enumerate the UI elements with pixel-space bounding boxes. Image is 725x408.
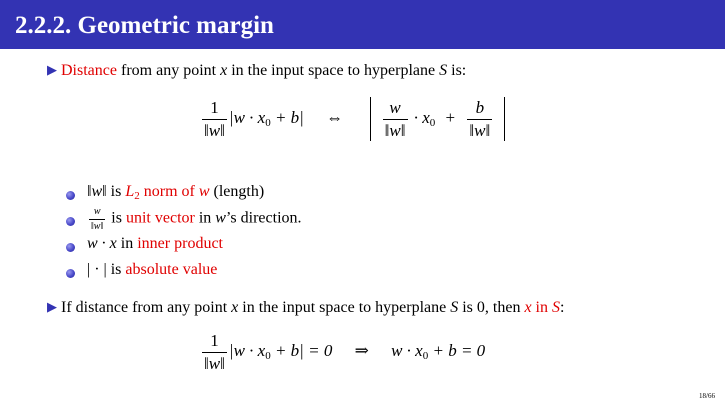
page-number: 18/66 bbox=[699, 392, 715, 400]
fraction-b-over-norm: $\frac{b}{‖w‖}$ bbox=[469, 97, 491, 140]
fraction-one-over-norm: $\frac{1}{‖w‖}$ bbox=[204, 331, 225, 373]
equation-distance: $\frac{1}{‖w‖}$ $|w \cdot x_0 + b|$ ⇔ $\frac{w}{‖w‖}$ · $x_0$ + $\frac{b}{‖w‖}$ bbox=[200, 97, 510, 141]
item-unit-vector: $\frac{w}{‖w‖}$ is unit vector in w’s direction. bbox=[91, 206, 302, 232]
circle-bullet-icon bbox=[66, 269, 75, 278]
fraction-w-over-norm: $\frac{w}{‖w‖}$ bbox=[384, 97, 406, 140]
triangle-bullet-icon: ▶ bbox=[47, 299, 57, 314]
item-norm: ‖w‖ is $L_2$ norm of w (length) bbox=[87, 183, 265, 202]
abs-bar-right bbox=[504, 97, 505, 141]
slide-title: 2.2.2. Geometric margin bbox=[15, 12, 274, 39]
bullet-zero-distance: ▶ If distance from any point x in the input space to hyperplane S is 0, then x in S: bbox=[47, 299, 565, 316]
item-inner-product: w · x in inner product bbox=[87, 235, 223, 252]
fraction-one-over-norm: $\frac{1}{‖w‖}$ bbox=[204, 97, 225, 140]
equation-zero-distance: $\frac{1}{‖w‖}$ $|w \cdot x_0 + b| = 0$ ⇒ $w \cdot x_0 + b = 0$ bbox=[204, 331, 486, 373]
triangle-bullet-icon: ▶ bbox=[47, 62, 57, 77]
bullet-distance: ▶ Distance from any point x in the input space to hyperplane S is: bbox=[47, 62, 467, 79]
circle-bullet-icon bbox=[66, 243, 75, 252]
circle-bullet-icon bbox=[66, 191, 75, 200]
abs-bar-left bbox=[370, 97, 371, 141]
item-absolute-value: | · | is absolute value bbox=[87, 261, 218, 278]
fraction-w-over-norm-small: $\frac{w}{‖w‖}$ bbox=[91, 206, 104, 232]
circle-bullet-icon bbox=[66, 217, 75, 226]
slide-title-bar bbox=[0, 0, 725, 49]
